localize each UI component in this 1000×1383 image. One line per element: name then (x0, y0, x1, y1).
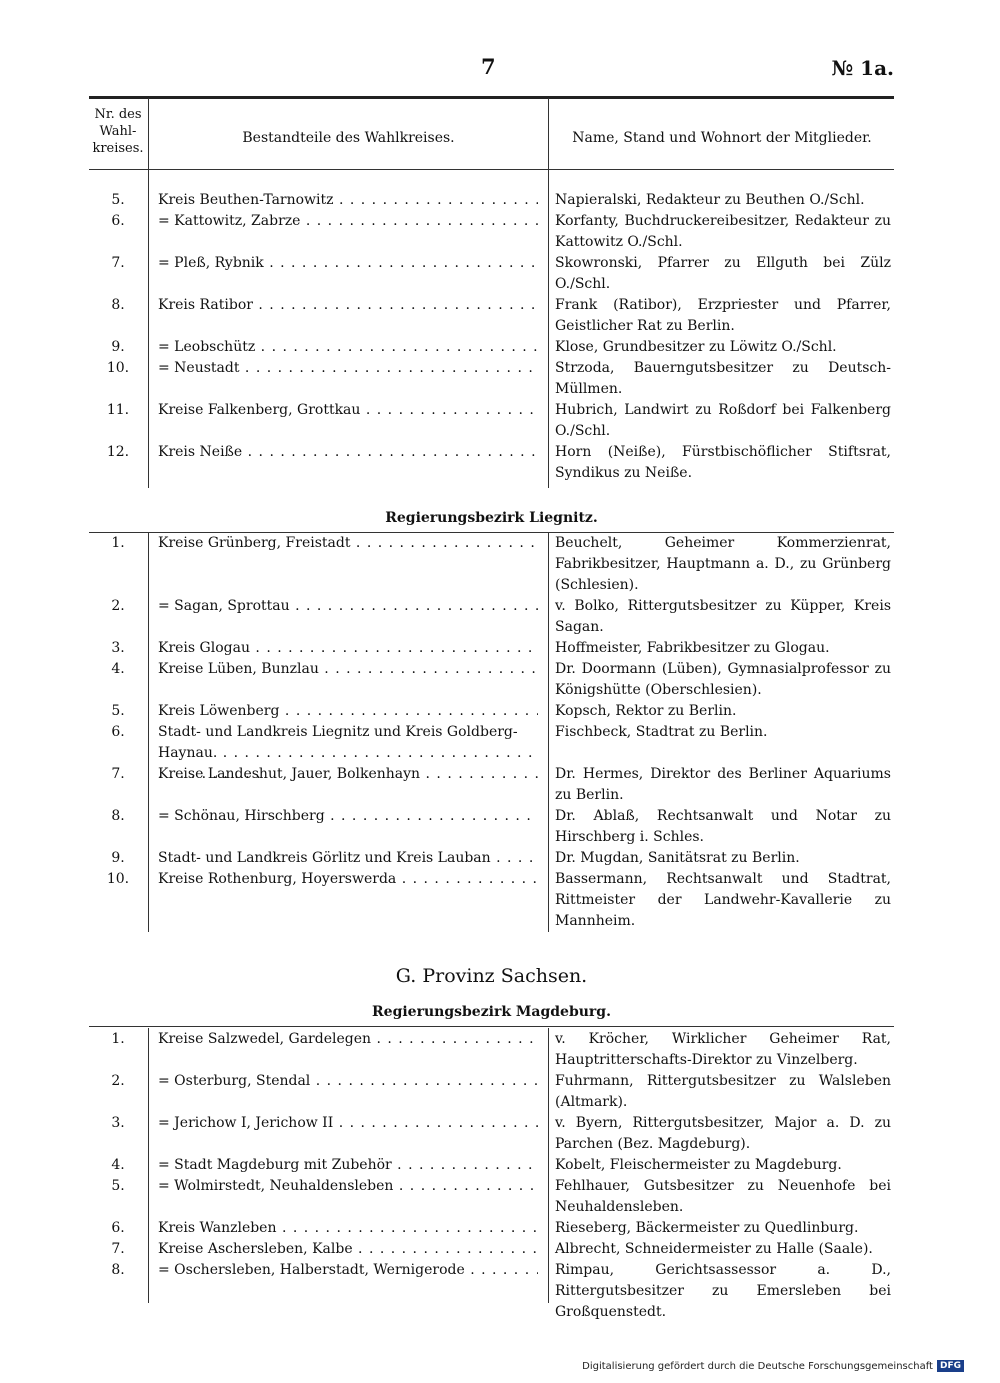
district-title: Regierungsbezirk Liegnitz. (385, 510, 598, 526)
dfg-logo: DFG (937, 1360, 964, 1372)
row-names: Napieralski, Redakteur zu Beuthen O./Schl. (555, 192, 865, 208)
header-number: Nr. des Wahl-kreises. (92, 107, 144, 156)
row-parts: = Oschersleben, Halberstadt, Wernigerode . . . (158, 1260, 538, 1281)
row-names: v. Bolko, Rittergutsbesitzer zu Küpper, Kreis Sagan. (555, 598, 891, 635)
row-names: Hubrich, Landwirt zu Roßdorf bei Falkenberg O./Schl. (555, 402, 891, 439)
section-rule (89, 1026, 894, 1027)
row-number: 5. (111, 703, 125, 719)
row-parts: Kreis Beuthen-Tarnowitz . . . (158, 190, 538, 211)
district-title: Regierungsbezirk Magdeburg. (372, 1004, 611, 1020)
header-parts: Bestandteile des Wahlkreises. (242, 130, 455, 146)
row-parts: Kreise Salzwedel, Gardelegen . . . (158, 1029, 538, 1050)
row-number: 7. (111, 1241, 125, 1257)
row-number: 6. (111, 213, 125, 229)
column-rule (148, 98, 149, 488)
row-parts: Stadt- und Landkreis Görlitz und Kreis Lauban . . . (158, 848, 538, 869)
row-number: 2. (111, 1073, 125, 1089)
row-number: 8. (111, 1262, 125, 1278)
row-names: Hoffmeister, Fabrikbesitzer zu Glogau. (555, 640, 830, 656)
row-names: Frank (Ratibor), Erzpriester und Pfarrer, Geistlicher Rat zu Berlin. (555, 297, 891, 334)
row-parts: Kreise Grünberg, Freistadt . . . (158, 533, 538, 554)
row-number: 2. (111, 598, 125, 614)
row-parts: Kreis Ratibor . . . (158, 295, 538, 316)
row-names: Skowronski, Pfarrer zu Ellguth bei Zülz O./Schl. (555, 255, 891, 292)
row-names: Klose, Grundbesitzer zu Löwitz O./Schl. (555, 339, 837, 355)
row-names: Beuchelt, Geheimer Kommerzienrat, Fabrikbesitzer, Hauptmann a. D., zu Grünberg (Schlesien). (555, 535, 891, 593)
row-number: 5. (111, 1178, 125, 1194)
row-names: Dr. Ablaß, Rechtsanwalt und Notar zu Hirschberg i. Schles. (555, 808, 891, 845)
row-parts: Kreis Wanzleben . . . (158, 1218, 538, 1239)
row-names: Fischbeck, Stadtrat zu Berlin. (555, 724, 768, 740)
row-number: 3. (111, 1115, 125, 1131)
row-number: 1. (111, 1031, 125, 1047)
row-parts: = Jerichow I, Jerichow II . . . (158, 1113, 538, 1134)
row-parts: = Wolmirstedt, Neuhaldensleben . . . (158, 1176, 538, 1197)
row-parts: = Kattowitz, Zabrze . . . (158, 211, 538, 232)
row-names: Albrecht, Schneidermeister zu Halle (Saale). (555, 1241, 873, 1257)
column-rule (548, 1028, 549, 1303)
column-rule (548, 532, 549, 932)
row-parts: Kreise Lüben, Bunzlau . . . (158, 659, 538, 680)
row-parts: = Leobschütz . . . (158, 337, 538, 358)
row-number: 4. (111, 1157, 125, 1173)
column-rule (148, 532, 149, 932)
row-number: 6. (111, 1220, 125, 1236)
row-parts: = Osterburg, Stendal . . . (158, 1071, 538, 1092)
row-names: Kobelt, Fleischermeister zu Magdeburg. (555, 1157, 842, 1173)
row-names: Dr. Mugdan, Sanitätsrat zu Berlin. (555, 850, 800, 866)
header-rule (89, 169, 894, 170)
row-names: Korfanty, Buchdruckereibesitzer, Redakteur zu Kattowitz O./Schl. (555, 213, 891, 250)
row-names: Kopsch, Rektor zu Berlin. (555, 703, 737, 719)
row-parts: = Stadt Magdeburg mit Zubehör . . . (158, 1155, 538, 1176)
row-names: Dr. Hermes, Direktor des Berliner Aquariums zu Berlin. (555, 766, 891, 803)
row-parts: = Neustadt . . . (158, 358, 538, 379)
row-number: 4. (111, 661, 125, 677)
row-parts: = Schönau, Hirschberg . . . (158, 806, 538, 827)
row-number: 3. (111, 640, 125, 656)
top-rule (89, 96, 894, 99)
row-number: 1. (111, 535, 125, 551)
row-names: Rieseberg, Bäckermeister zu Quedlinburg. (555, 1220, 859, 1236)
row-parts: Kreis Glogau . . . (158, 638, 538, 659)
column-rule (548, 98, 549, 488)
row-number: 8. (111, 808, 125, 824)
footer (582, 1360, 964, 1372)
row-names: Fehlhauer, Gutsbesitzer zu Neuenhofe bei Neuhaldensleben. (555, 1178, 891, 1215)
column-rule (148, 1028, 149, 1303)
row-parts: Kreis Neiße . . . (158, 442, 538, 463)
row-number: 7. (111, 766, 125, 782)
row-names: Rimpau, Gerichtsassessor a. D., Rittergutsbesitzer zu Emersleben bei Großquenstedt. (555, 1262, 891, 1320)
row-names: v. Kröcher, Wirklicher Geheimer Rat, Hauptritterschafts-Direktor zu Vinzelberg. (555, 1031, 891, 1068)
row-number: 7. (111, 255, 125, 271)
row-parts: Kreise Aschersleben, Kalbe . . . (158, 1239, 538, 1260)
row-names: Strzoda, Bauerngutsbesitzer zu Deutsch-Müllmen. (555, 360, 891, 397)
row-parts: Kreise Falkenberg, Grottkau . . . (158, 400, 538, 421)
row-number: 12. (106, 444, 130, 460)
province-title: G. Provinz Sachsen. (395, 965, 588, 987)
row-parts: Stadt- und Landkreis Liegnitz und Kreis Goldberg-Haynau. . . . (158, 722, 538, 785)
row-names: Fuhrmann, Rittergutsbesitzer zu Walsleben (Altmark). (555, 1073, 891, 1110)
row-names: v. Byern, Rittergutsbesitzer, Major a. D. zu Parchen (Bez. Magdeburg). (555, 1115, 891, 1152)
row-parts: = Sagan, Sprottau . . . (158, 596, 538, 617)
row-parts: Kreise Landeshut, Jauer, Bolkenhayn . . . (158, 764, 538, 785)
row-number: 5. (111, 192, 125, 208)
row-parts: Kreise Rothenburg, Hoyerswerda . . . (158, 869, 538, 890)
row-number: 9. (111, 339, 125, 355)
row-number: 10. (106, 871, 130, 887)
row-names: Bassermann, Rechtsanwalt und Stadtrat, Rittmeister der Landwehr-Kavallerie zu Mannheim. (555, 871, 891, 929)
row-parts: = Pleß, Rybnik . . . (158, 253, 538, 274)
row-number: 8. (111, 297, 125, 313)
row-names: Dr. Doormann (Lüben), Gymnasialprofessor zu Königshütte (Oberschlesien). (555, 661, 891, 698)
row-number: 6. (111, 724, 125, 740)
row-parts: Kreis Löwenberg . . . (158, 701, 538, 722)
footer-credit: Digitalisierung gefördert durch die Deutsche Forschungsgemeinschaft (582, 1360, 933, 1372)
row-number: 9. (111, 850, 125, 866)
row-number: 11. (106, 402, 130, 418)
page-number: 7 (481, 54, 496, 79)
row-names: Horn (Neiße), Fürstbischöflicher Stiftsrat, Syndikus zu Neiße. (555, 444, 891, 481)
row-number: 10. (106, 360, 130, 376)
issue-number: № 1a. (831, 56, 894, 80)
header-names: Name, Stand und Wohnort der Mitglieder. (572, 130, 872, 146)
